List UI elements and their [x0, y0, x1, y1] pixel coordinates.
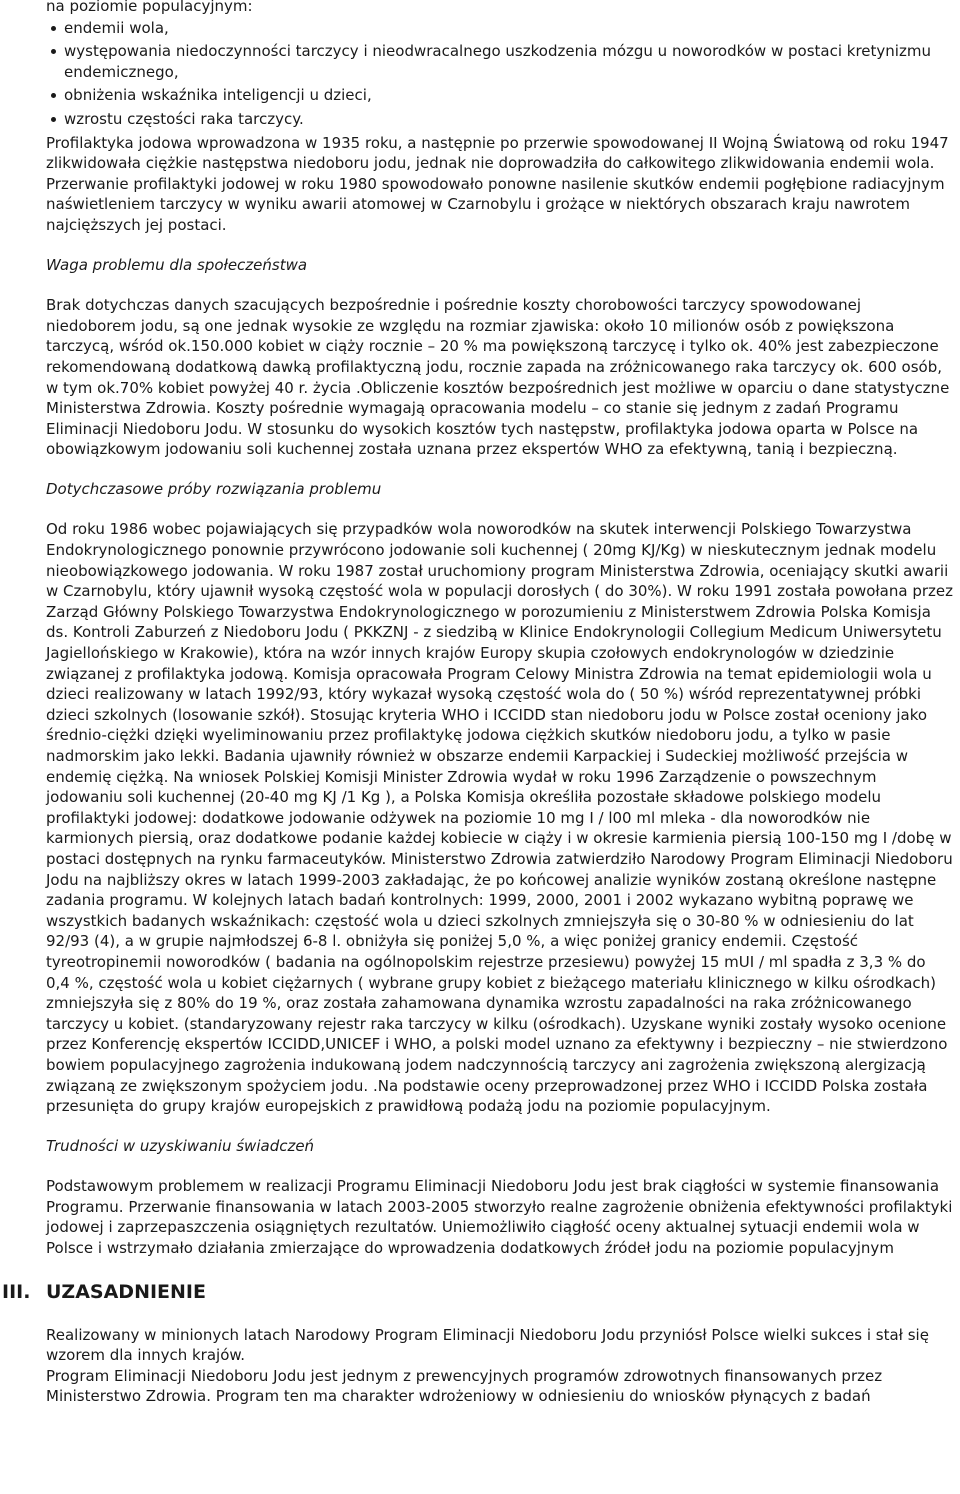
section-number: III.	[2, 1280, 31, 1303]
list-item: endemii wola,	[64, 18, 954, 39]
heading-problem-weight: Waga problemu dla społeczeństwa	[46, 255, 308, 274]
paragraph-costs: Brak dotychczas danych szacujących bezpośrednie i pośrednie koszty chorobowości tarczycy spowodowanej niedoborem jodu, są one jednak wysokie ze względu na rozmiar zjawiska: około 10 milionów osób z powiększona tarczycą, wśród ok.150.000 kobiet w ciąży rocznie – 20 % ma powiększoną tarczycę i tylko ok. 40% jest zabezpieczone rekomendowaną dodatkową dawką profilaktyczną jodu, rocznie zapada na zróżnicowanego raka tarczycy ok. 600 osób, w tym ok.70% kobiet powyżej 40 r. życia .Obliczenie kosztów bezpośrednich jest możliwe w oparciu o dane statystyczne Ministerstwa Zdrowia. Koszty pośrednie wymagają opracowania modelu – co stanie się jednym z zadań Programu Eliminacji Niedoboru Jodu. W stosunku do wysokich kosztów tych następstw, profilaktyka jodowa oparta w Polsce na obowiązkowym jodowaniu soli kuchennej została uznana przez ekspertów WHO za efektywną, tanią i bezpieczną.	[46, 296, 950, 459]
heading-previous-attempts: Dotychczasowe próby rozwiązania problemu	[46, 479, 382, 498]
section-title: UZASADNIENIE	[46, 1280, 206, 1303]
intro-text: na poziomie populacyjnym:	[46, 0, 253, 15]
list-item: występowania niedoczynności tarczycy i nieodwracalnego uszkodzenia mózgu u noworodków w postaci kretynizmu endemicznego,	[64, 41, 954, 82]
heading-difficulties: Trudności w uzyskiwaniu świadczeń	[46, 1136, 315, 1155]
paragraph-previous-attempts: Od roku 1986 wobec pojawiających się przypadków wola noworodków na skutek interwencji Polskiego Towarzystwa Endokrynologicznego ponownie przywrócono jodowanie soli kuchennej ( 20mg KJ/Kg) w nieskutecznym jednak modelu nieobowiązkowego jodowania. W roku 1987 został uruchomiony program Ministerstwa Zdrowia, oceniający skutki awarii w Czarnobylu, który ujawnił wysoką częstość wola w populacji dorosłych ( do 30%). W roku 1991 została powołana przez Zarząd Główny Polskiego Towarzystwa Endokrynologicznego w porozumieniu z Ministerstwem Zdrowia Polska Komisja ds. Kontroli Zaburzeń z Niedoboru Jodu ( PKKZNJ - z siedzibą w Klinice Endokrynologii Collegium Medicum Uniwersytetu Jagiellońskiego w Krakowie), która na wzór innych krajów Europy skupia czołowych endokrynologów w dziedzinie związanej z profilaktyka jodową. Komisja opracowała Program Celowy Ministra Zdrowia na temat epidemiologii wola u dzieci realizowany w latach 1992/93, który wykazał wysoką częstość wola do ( 50 %) wśród reprezentatywnej próbki dzieci szkolnych (losowanie szkół). Stosując kryteria WHO i ICCIDD stan niedoboru jodu w Polsce został oceniony jako średnio-ciężki dzięki wyeliminowaniu przez profilaktykę jodowa ciężkich skutków niedoboru jodu, a tylko w pasie nadmorskim jako lekki. Badania ujawniły również w obszarze endemii Karpackiej i Sudeckiej możliwość przejścia w endemię ciężką. Na wniosek Polskiej Komisji Minister Zdrowia wydał w roku 1996 Zarządzenie o powszechnym jodowaniu soli kuchennej (20-40 mg KJ /1 Kg ), a Polska Komisja określiła pozostałe składowe polskiego modelu profilaktyki jodowej: dodatkowe jodowanie odżywek na poziomie 10 mg I / l00 ml mleka - dla noworodków nie karmionych piersią, oraz dodatkowe podanie każdej kobiecie w ciąży i w okresie karmienia piersią 100-150 mg I /dobę w postaci dostępnych na rynku farmaceutyków. Ministerstwo Zdrowia zatwierdziło Narodowy Program Eliminacji Niedoboru Jodu na najbliższy okres w latach 1999-2003 zakładając, że po końcowej analizie wyników zostaną określone następne zadania programu. W kolejnych latach badań kontrolnych: 1999, 2000, 2001 i 2002 wykazano wybitną poprawę we wszystkich badanych wskaźnikach: częstość wola u dzieci szkolnych zmniejszyła się o 30-80 % w odniesieniu do lat 92/93 (4), a w grupie najmłodszej 6-8 l. obniżyła się poniżej 5,0 %, a więc poniżej granicy endemii. Częstość tyreotropinemii noworodków ( badania na ogólnopolskim rejestrze przesiewu) powyżej 15 mUI / ml spadła z 3,3 % do 0,4 %, częstość wola u kobiet ciężarnych ( wybrane grupy kobiet z bieżącego materiału klinicznego w kilku ośrodkach) zmniejszyła się z 80% do 19 %, oraz została zahamowana dynamika wzrostu zapadalności na raka zróżnicowanego tarczycy u kobiet. (standaryzowany rejestr raka tarczycy w kilku (ośrodkach). Uzyskane wyniki zostały wysoko ocenione przez Konferencję ekspertów ICCIDD,UNICEF i WHO, a polski model uznano za efektywny i bezpieczny – nie stwierdzono bowiem populacyjnego zagrożenia indukowaną jodem nadczynnością tarczycy ani zagrożenia zwiększoną alergizacją związaną ze zwiększonym spożyciem jodu. .Na podstawie oceny przeprowadzonej przez WHO i ICCIDD Polska została przesunięta do grupy krajów europejskich z prawidłową podażą jodu na poziomie populacyjnym.	[46, 520, 954, 1116]
paragraph-prophylaxis-history: Profilaktyka jodowa wprowadzona w 1935 roku, a następnie po przerwie spowodowanej II Wojną Światową od roku 1947 zlikwidowała ciężkie następstwa niedoboru jodu, jednak nie doprowadziła do całkowitego zlikwidowania endemii wola. Przerwanie profilaktyki jodowej w roku 1980 spowodowało ponowne nasilenie skutków endemii pogłębione radiacyjnym naświetleniem tarczycy w wyniku awarii atomowej w Czarnobylu i grożące w niektórych obszarach kraju nawrotem najcięższych jej postaci.	[46, 133, 949, 234]
paragraph-success: Realizowany w minionych latach Narodowy Program Eliminacji Niedoboru Jodu przyniósł Polsce wielki sukces i stał się wzorem dla innych krajów.	[46, 1325, 929, 1365]
paragraph-program-description: Program Eliminacji Niedoboru Jodu jest jednym z prewencyjnych programów zdrowotnych finansowanych przez Ministerstwo Zdrowia. Program ten ma charakter wdrożeniowy w odniesieniu do wniosków płynących z badań	[46, 1366, 883, 1406]
list-item: wzrostu częstości raka tarczycy.	[64, 109, 954, 130]
section-heading	[2, 1280, 954, 1304]
bullet-list	[46, 18, 954, 130]
list-item: obniżenia wskaźnika inteligencji u dzieci,	[64, 85, 954, 106]
paragraph-difficulties: Podstawowym problemem w realizacji Programu Eliminacji Niedoboru Jodu jest brak ciągłości w systemie finansowania Programu. Przerwanie finansowania w latach 2003-2005 stworzyło realne zagrożenie obniżenia efektywności profilaktyki jodowej i zaprzepaszczenia osiągniętych rezultatów. Uniemożliwiło ciągłość oceny aktualnej sytuacji endemii wola w Polsce i wstrzymało działania zmierzające do wprowadzenia dodatkowych źródeł jodu na poziomie populacyjnym	[46, 1177, 953, 1258]
